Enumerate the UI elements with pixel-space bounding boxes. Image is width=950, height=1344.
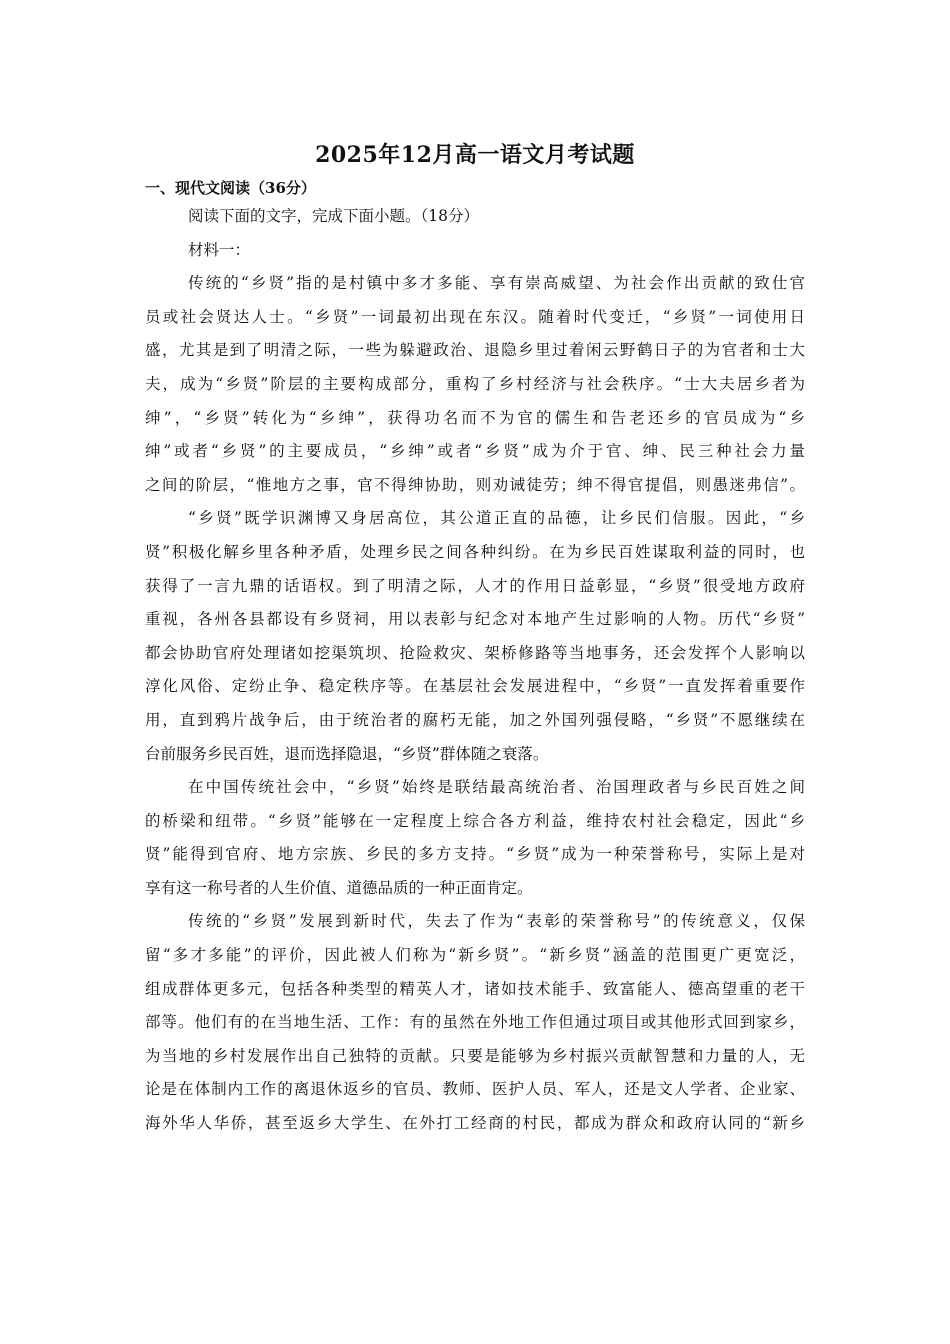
text-line: 海外华人华侨，甚至返乡大学生、在外打工经商的村民，都成为群众和政府认同的“新乡 [145,1114,805,1133]
text-line: “乡贤”既学识渊博又身居高位，其公道正直的品德，让乡民们信服。因此，“乡 [188,509,805,528]
text-line: 传统的“乡贤”发展到新时代，失去了作为“表彰的荣誉称号”的传统意义，仅保 [188,912,805,931]
section-heading: 一、现代文阅读（36分） [145,179,316,197]
text-line: 享有这一称号者的人生价值、道德品质的一种正面肯定。 [145,878,533,897]
text-line: 在中国传统社会中，“乡贤”始终是联结最高统治者、治国理政者与乡民百姓之间 [188,778,805,797]
text-line: 的桥梁和纽带。“乡贤”能够在一定程度上综合各方利益，维持农村社会稳定，因此“乡 [145,811,805,830]
text-line: 获得了一言九鼎的话语权。到了明清之际，人才的作用日益彰显，“乡贤”很受地方政府 [145,576,805,595]
text-line: 台前服务乡民百姓，退而选择隐退，“乡贤”群体随之衰落。 [145,744,549,763]
paragraph [145,771,805,905]
text-line: 员或社会贤达人士。“乡贤”一词最初出现在东汉。随着时代变迁，“乡贤”一词使用日 [145,307,805,326]
text-line: 绅”，“乡贤”转化为“乡绅”，获得功名而不为官的儒生和告老还乡的官员成为“乡 [145,408,805,427]
page-title: 2025年12月高一语文月考试题 [315,142,635,168]
text-line: 用，直到鸦片战争后，由于统治者的腐朽无能，加之外国列强侵略，“乡贤”不愿继续在 [145,710,805,729]
text-line: 论是在体制内工作的离退休返乡的官员、教师、医护人员、军人，还是文人学者、企业家、 [145,1080,805,1099]
text-line: 盛，尤其是到了明清之际，一些为躲避政治、退隐乡里过着闲云野鹤日子的为官者和士大 [145,341,805,360]
text-line: 之间的阶层，“惟地方之事，官不得绅协助，则劝诫徒劳；绅不得官提倡，则愚迷弗信”。 [145,475,805,494]
paragraph [145,267,805,502]
material-label: 材料一： [188,240,251,259]
text-line: 传统的“乡贤”指的是村镇中多才多能、享有崇高威望、为社会作出贡献的致仕官 [188,274,805,293]
text-line: 组成群体更多元，包括各种类型的精英人才，诸如技术能手、致富能人、德高望重的老干 [145,979,805,998]
text-line: 夫，成为“乡贤”阶层的主要构成部分，重构了乡村经济与社会秩序。“士大夫居乡者为 [145,374,805,393]
paragraph [145,905,805,1140]
text-line: 贤”积极化解乡里各种矛盾，处理乡民之间各种纠纷。在为乡民百姓谋取利益的同时，也 [145,542,805,561]
text-line: 部等。他们有的在当地生活、工作：有的虽然在外地工作但通过项目或其他形式回到家乡， [145,1013,805,1032]
text-line: 为当地的乡村发展作出自己独特的贡献。只要是能够为乡村振兴贡献智慧和力量的人，无 [145,1046,805,1065]
text-line: 重视，各州各县都设有乡贤祠，用以表彰与纪念对本地产生过影响的人物。历代“乡贤” [145,610,805,629]
paragraph [145,502,805,771]
text-line: 淳化风俗、定纷止争、稳定秩序等。在基层社会发展进程中，“乡贤”一直发挥着重要作 [145,677,805,696]
text-line: 留“多才多能”的评价，因此被人们称为“新乡贤”。“新乡贤”涵盖的范围更广更宽泛， [145,946,805,965]
reading-passage [145,200,805,1141]
text-line: 绅”或者“乡贤”的主要成员，“乡绅”或者“乡贤”成为介于官、绅、民三种社会力量 [145,442,805,461]
text-line: 贤”能得到官府、地方宗族、乡民的多方支持。“乡贤”成为一种荣誉称号，实际上是对 [145,845,805,864]
text-line: 都会协助官府处理诸如挖渠筑坝、抢险救灾、架桥修路等当地事务，还会发挥个人影响以 [145,643,805,662]
instruction-text: 阅读下面的文字，完成下面小题。（18分） [188,207,479,225]
